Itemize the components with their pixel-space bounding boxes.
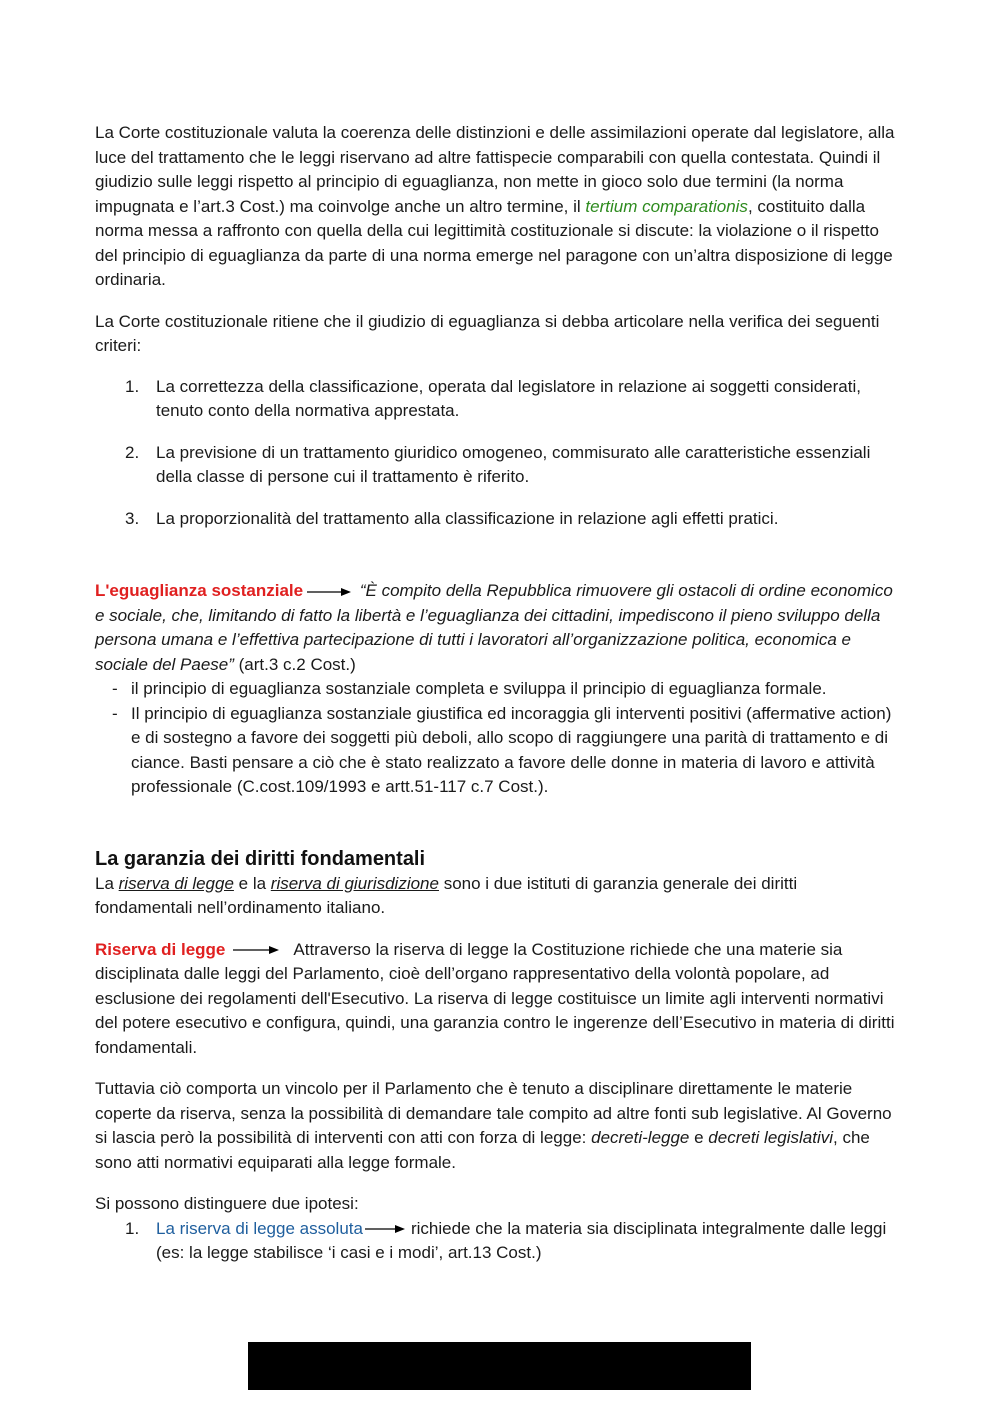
paragraph-sostanziale: [95, 579, 895, 677]
arrow-right-icon: [233, 945, 279, 955]
paragraph-criteri: La Corte costituzionale ritiene che il giudizio di eguaglianza si debba articolare nella verifica dei seguenti criteri:: [95, 311, 880, 355]
paragraph-ipotesi: Si possono distinguere due ipotesi:: [95, 1194, 359, 1213]
list-item: 1. La riserva di legge assoluta richiede che la materia sia disciplinata integralmente dalle leggi (es: la legge stabilisce ‘i casi e i modi’, art.13 Cost.): [125, 1218, 887, 1262]
tertium-term: tertium comparationis: [585, 196, 748, 216]
document-page: [95, 121, 895, 1266]
paragraph-tuttavia: Tuttavia ciò comporta un vincolo per il Parlamento che è tenuto a disciplinare direttamente le materie coperte da riserva, senza la possibilità di demandare tale compito ad altre fonti sub legislative. Al Governo si lascia però la possibilità di interventi con atti con forza di legge: decreti-legge e decreti legislativi, che sono atti normativi equiparati alla legge formale.: [95, 1079, 892, 1172]
section-label: Riserva di legge: [95, 939, 226, 959]
paragraph-garanzia: La riserva di legge e la riserva di giurisdizione sono i due istituti di garanzia generale dei diritti fondamentali nell’ordinamento italiano.: [95, 873, 798, 917]
ipotesi-label: La riserva di legge assoluta: [156, 1218, 363, 1238]
sostanziale-bullets: [95, 677, 895, 800]
arrow-right-icon: [365, 1224, 405, 1234]
criteria-list: [95, 375, 895, 532]
section-heading: La garanzia dei diritti fondamentali: [95, 847, 426, 870]
paragraph-tertium: [95, 121, 895, 293]
ipotesi-list: [95, 1217, 895, 1266]
list-item: - il principio di eguaglianza sostanziale completa e sviluppa il principio di eguaglianza formale.: [112, 679, 827, 698]
section-label: L'eguaglianza sostanziale: [95, 581, 304, 600]
paragraph-riserva: Riserva di legge Attraverso la riserva di legge la Costituzione richiede che una materie sia disciplinata dalle leggi del Parlamento, cioè dell’organo rappresentativo della volontà popolare, ad esclusione dei regolamenti dell'Esecutivo. La riserva di legge costituisce un limite agli interventi normativi del potere esecutivo e configura, quindi, una garanzia contro le ingerenze dell’Esecutivo in materia di diritti fondamentali.: [95, 939, 895, 1057]
list-item: - Il principio di eguaglianza sostanziale giustifica ed incoraggia gli interventi positivi (affermative action) e di sostegno a favore dei soggetti più deboli, allo scopo di raggiungere una parità di trattamento e di ciance. Basti pensare a ciò che è stato realizzato a favore delle donne in materia di lavoro e attività professionale (C.cost.109/1993 e artt.51-117 c.7 Cost.).: [112, 703, 892, 796]
paragraph-text: La Corte costituzionale valuta la coerenza delle distinzioni e delle assimilazioni operate dal legislatore, alla luce del trattamento che le leggi riservano ad altre fattispecie comparabili con quella contestata. Quindi il giudizio sulle leggi rispetto al principio di eguaglianza, non mette in gioco solo due termini (la norma impugnata e l’art.3 Cost.) ma coinvolge anche un altro termine, il: [95, 123, 895, 216]
redaction-bar: [248, 1342, 751, 1390]
list-item: 2. La previsione di un trattamento giuridico omogeneo, commisurato alle caratteristiche essenziali della classe di persone cui il trattamento è riferito.: [125, 442, 871, 486]
list-item: 1. La correttezza della classificazione, operata dal legislatore in relazione ai soggetti considerati, tenuto conto della normativa apprestata.: [125, 376, 861, 420]
paragraph-text: , costituito dalla norma messa a raffronto con quella della cui legittimità costituzionale si discute: la violazione o il rispetto del principio di eguaglianza da parte di una norma emerge nel paragone con un’altra disposizione di legge ordinaria.: [95, 196, 893, 289]
list-item: 3. La proporzionalità del trattamento alla classificazione in relazione agli effetti pratici.: [125, 508, 779, 528]
constitution-quote: “È compito della Repubblica rimuovere gli ostacoli di ordine economico e sociale, che, limitando di fatto la libertà e l’eguaglianza dei cittadini, impediscono il pieno sviluppo della persona umana e l’effettiva partecipazione di tutti i lavoratori all’organizzazione politica, economica e sociale del Paese”: [95, 581, 893, 674]
arrow-right-icon: [307, 587, 351, 597]
quote-reference: (art.3 c.2 Cost.): [233, 654, 356, 674]
